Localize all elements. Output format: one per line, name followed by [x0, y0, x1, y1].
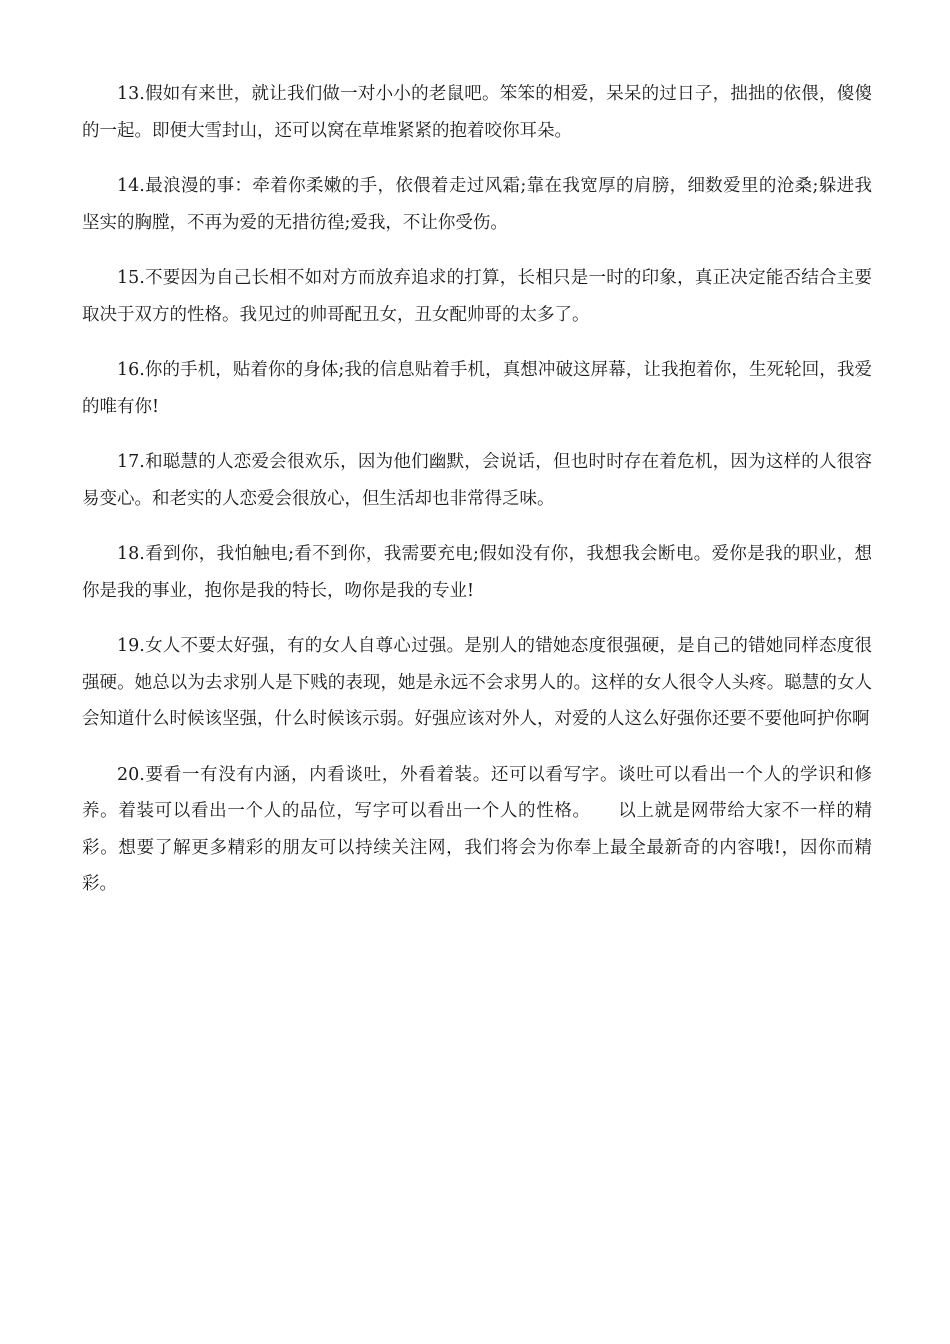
paragraph-18: 18.看到你，我怕触电;看不到你，我需要充电;假如没有你，我想我会断电。爱你是我的职业，想你是我的事业，抱你是我的特长，吻你是我的专业!: [82, 544, 872, 601]
paragraph-20: 20.要看一有没有内涵，内看谈吐，外看着装。还可以看写字。谈吐可以看出一个人的学识和修养。着装可以看出一个人的品位，写字可以看出一个人的性格。 以上就是网带给大家不一样的精彩。想要了解更多精彩的朋友可以持续关注网，我们将会为你奉上最全最新奇的内容哦!，因你而精彩。: [82, 764, 872, 894]
document-body: [82, 76, 872, 922]
paragraph-13: 13.假如有来世，就让我们做一对小小的老鼠吧。笨笨的相爱，呆呆的过日子，拙拙的依偎，傻傻的一起。即便大雪封山，还可以窝在草堆紧紧的抱着咬你耳朵。: [82, 84, 872, 141]
paragraph-14: 14.最浪漫的事：牵着你柔嫩的手，依偎着走过风霜;靠在我宽厚的肩膀，细数爱里的沧桑;躲进我坚实的胸膛，不再为爱的无措彷徨;爱我，不让你受伤。: [82, 176, 872, 233]
paragraph-15: 15.不要因为自己长相不如对方而放弃追求的打算，长相只是一时的印象，真正决定能否结合主要取决于双方的性格。我见过的帅哥配丑女，丑女配帅哥的太多了。: [82, 268, 872, 325]
paragraph-17: 17.和聪慧的人恋爱会很欢乐，因为他们幽默，会说话，但也时时存在着危机，因为这样的人很容易变心。和老实的人恋爱会很放心，但生活却也非常得乏味。: [82, 452, 872, 509]
paragraph-19: 19.女人不要太好强，有的女人自尊心过强。是别人的错她态度很强硬，是自己的错她同样态度很强硬。她总以为去求别人是下贱的表现，她是永远不会求男人的。这样的女人很令人头疼。聪慧的女人会知道什么时候该坚强，什么时候该示弱。好强应该对外人，对爱的人这么好强你还要不要他呵护你啊: [82, 636, 872, 729]
paragraph-16: 16.你的手机，贴着你的身体;我的信息贴着手机，真想冲破这屏幕，让我抱着你，生死轮回，我爱的唯有你!: [82, 360, 872, 417]
